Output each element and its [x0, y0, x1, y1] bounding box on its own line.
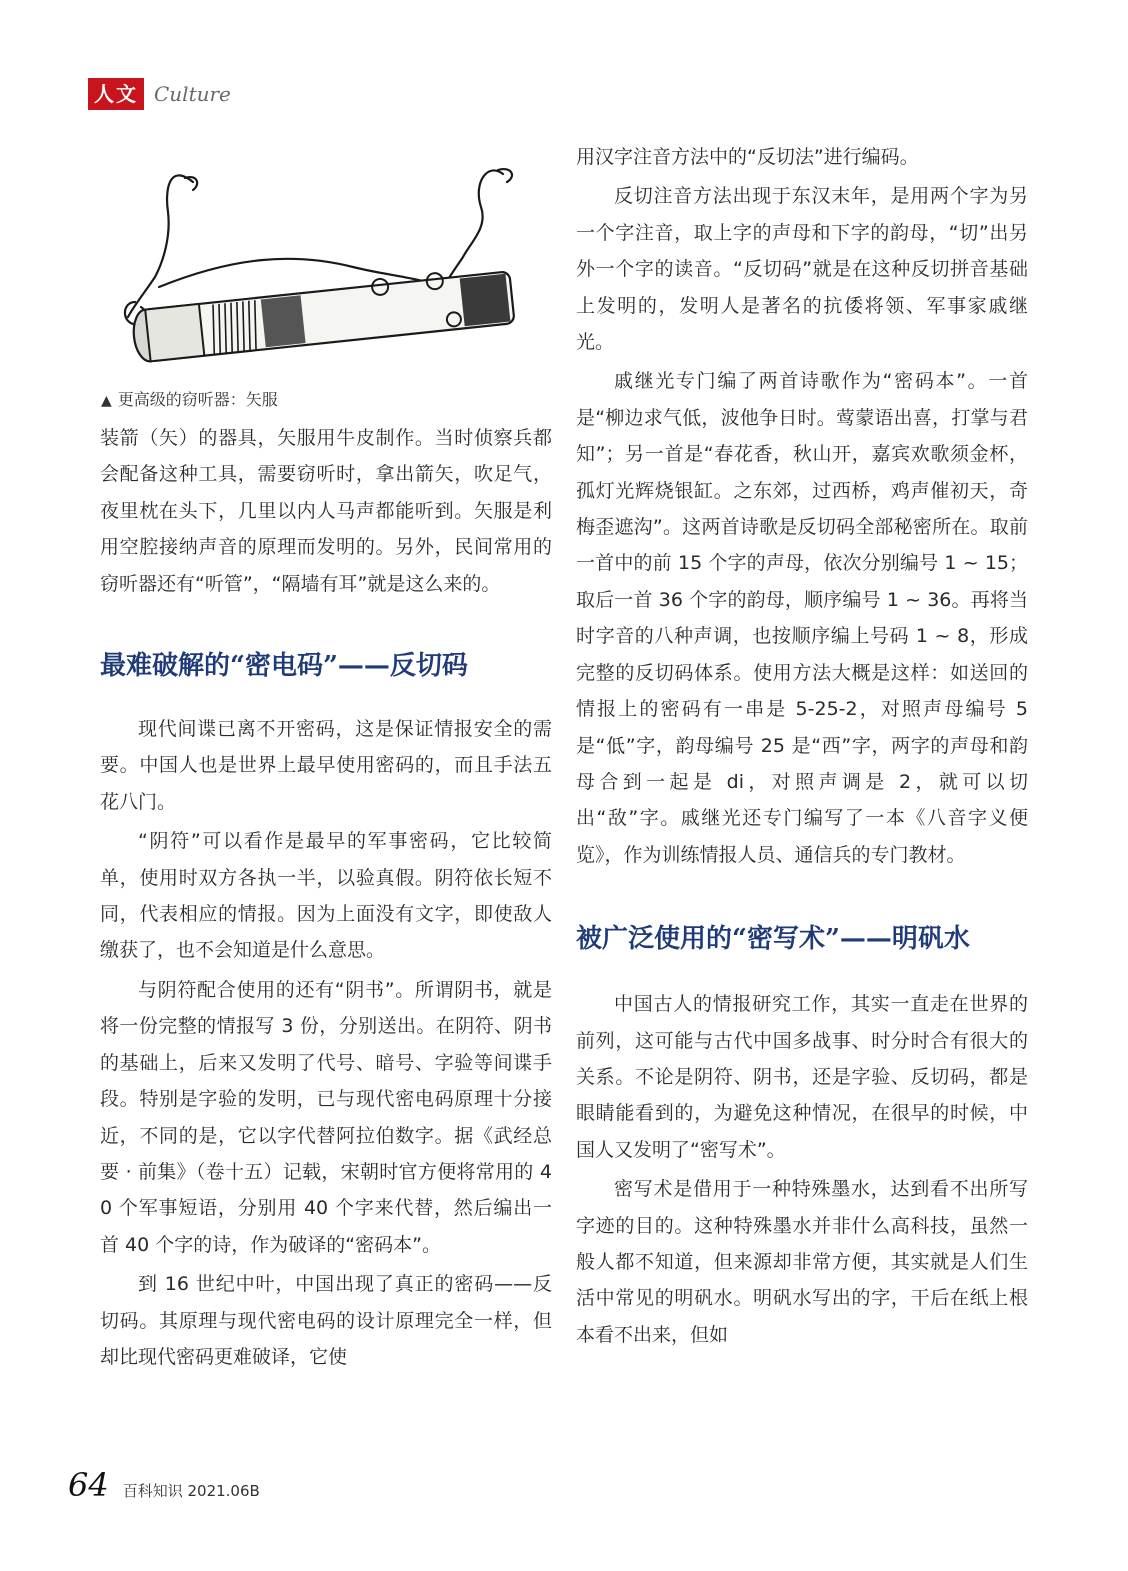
paragraph: “阴符”可以看作是最早的军事密码，它比较简单，使用时双方各执一半，以验真假。阴符依长短不同，代表相应的情报。因为上面没有文字，即使敌人缴获了，也不会知道是什么意思。	[100, 830, 552, 962]
paragraph: 中国古人的情报研究工作，其实一直走在世界的前列，这可能与古代中国多战事、时分时合有很大的关系。不论是阴符、阴书，还是字验、反切码，都是眼睛能看到的，为避免这种情况，在很早的时候，中国人又发明了“密写术”。	[576, 993, 1028, 1161]
section-header	[88, 78, 231, 110]
paragraph: 到 16 世纪中叶，中国出现了真正的密码——反切码。其原理与现代密电码的设计原理完全一样，但却比现代密码更难破译，它使	[100, 1273, 552, 1368]
right-column	[576, 139, 1028, 1356]
paragraph: 现代间谍已离不开密码，这是保证情报安全的需要。中国人也是世界上最早使用密码的，而且手法五花八门。	[100, 718, 552, 813]
triangle-icon: ▲	[101, 393, 112, 409]
section-label: 人文	[88, 78, 144, 110]
magazine-issue: 百科知识 2021.06B	[122, 1482, 260, 1500]
paragraph: 密写术是借用于一种特殊墨水，达到看不出所写字迹的目的。这种特殊墨水并非什么高科技，虽然一般人都不知道，但来源却非常方便，其实就是人们生活中常见的明矾水。明矾水写出的字，干后在纸上根本看不出来，但如	[576, 1178, 1028, 1346]
section-label-en: Culture	[154, 82, 231, 106]
figure-caption: ▲ 更高级的窃听器：矢服	[101, 390, 278, 409]
page-number: 64	[68, 1466, 109, 1504]
paragraph: 戚继光专门编了两首诗歌作为“密码本”。一首是“柳边求气低，波他争日时。莺蒙语出喜，打掌与君知”；另一首是“春花香，秋山开，嘉宾欢歌须金杯，孤灯光辉烧银缸。之东郊，过西桥，鸡声催初天，奇梅歪遮沟”。这两首诗歌是反切码全部秘密所在。取前一首中的前 15 个字的声母，依次分别编号 1 ~ 15；取后一首 36 个字的韵母，顺序编号 1 ~ 36。再将当时字音的八种声调，也按顺序编上号码 1 ~ 8，形成完整的反切码体系。使用方法大概是这样：如送回的情报上的密码有一串是 5-25-2，对照声母编号 5 是“低”字，韵母编号 25 是“西”字，两字的声母和韵母合到一起是 di，对照声调是 2，就可以切出“敌”字。戚继光还专门编写了一本《八音字义便览》，作为训练情报人员、通信兵的专门教材。	[576, 370, 1028, 866]
section-heading: 被广泛使用的“密写术”——明矾水	[576, 924, 970, 955]
left-column	[100, 420, 552, 1378]
paragraph: 反切注音方法出现于东汉末年，是用两个字为另一个字注音，取上字的声母和下字的韵母，“切”出另外一个字的读音。“反切码”就是在这种反切拼音基础上发明的，发明人是著名的抗倭将领、军事家戚继光。	[576, 185, 1028, 354]
paragraph: 用汉字注音方法中的“反切法”进行编码。	[576, 146, 919, 168]
paragraph: 装箭（矢）的器具，矢服用牛皮制作。当时侦察兵都会配备这种工具，需要窃听时，拿出箭矢，吹足气，夜里枕在头下，几里以内人马声都能听到。矢服是利用空腔接纳声音的原理而发明的。另外，民间常用的窃听器还有“听管”，“隔墙有耳”就是这么来的。	[100, 427, 552, 595]
paragraph: 与阴符配合使用的还有“阴书”。所谓阴书，就是将一份完整的情报写 3 份，分别送出。在阴符、阴书的基础上，后来又发明了代号、暗号、字验等间谍手段。特别是字验的发明，已与现代密电码原理十分接近，不同的是，它以字代替阿拉伯数字。据《武经总要 · 前集》（卷十五）记载，宋朝时官方便将常用的 40 个军事短语，分别用 40 个字来代替，然后编出一首 40 个字的诗，作为破译的“密码本”。	[100, 978, 552, 1256]
section-heading: 最难破解的“密电码”——反切码	[100, 651, 468, 682]
listening-device-illustration	[93, 152, 548, 378]
page-footer	[68, 1466, 260, 1504]
